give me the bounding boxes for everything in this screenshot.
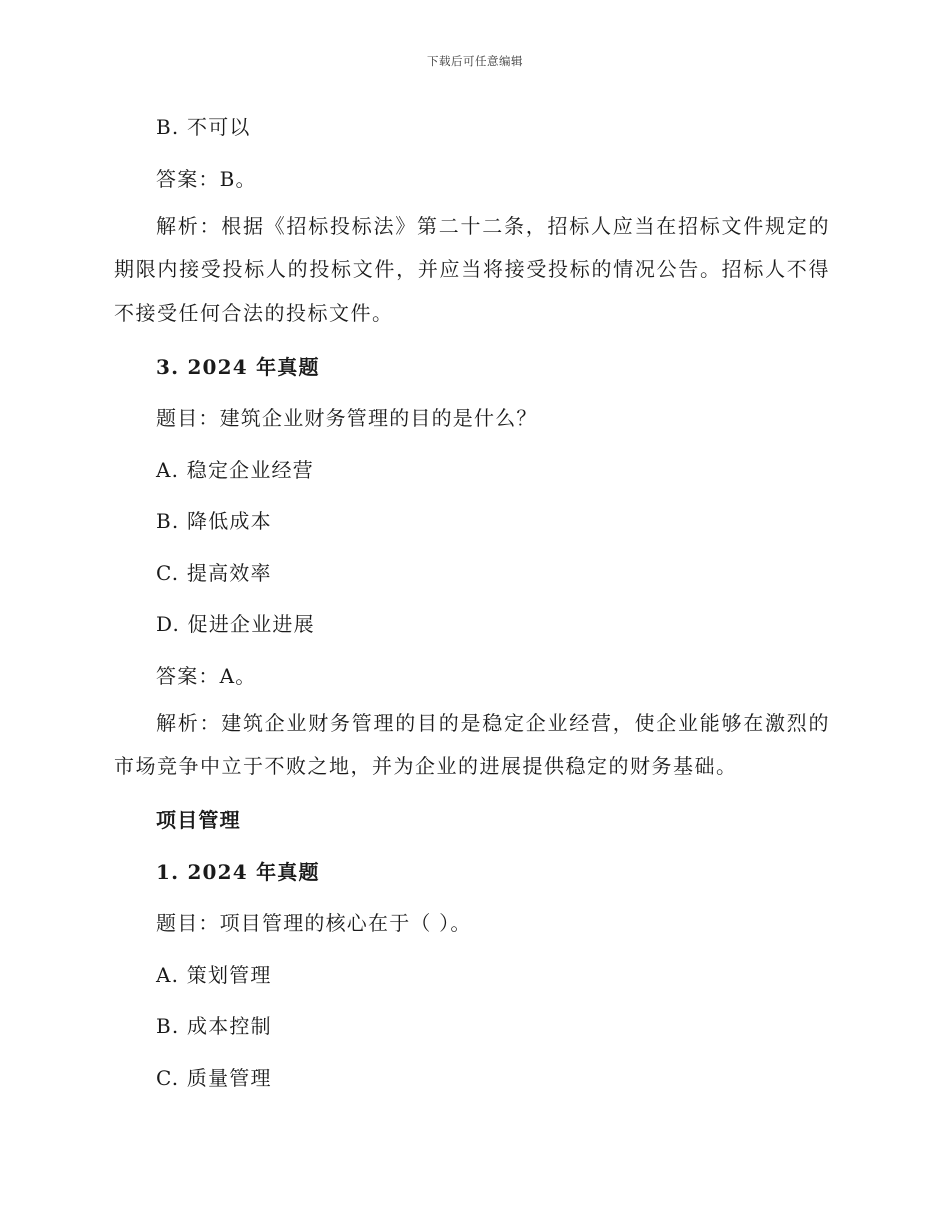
question-heading: 3. 2024 年真题 [156,354,320,379]
analysis-paragraph: 解析：根据《招标投标法》第二十二条，招标人应当在招标文件规定的期限内接受投标人的投标文件，并应当将接受投标的情况公告。招标人不得不接受任何合法的投标文件。 [114,213,830,325]
answer-line: 答案：A。 [156,663,257,688]
answer-line: 答案：B。 [156,166,257,191]
option-b-line: B. 成本控制 [156,1014,272,1038]
option-b-line: B. 降低成本 [156,509,272,533]
section-heading: 项目管理 [156,808,241,832]
option-c-line: C. 质量管理 [156,1065,272,1090]
option-d-line: D. 促进企业进展 [156,612,315,636]
question-text: 题目：项目管理的核心在于（ ）。 [156,911,472,935]
page-header: 下载后可任意编辑 [427,54,523,68]
option-b-line: B. 不可以 [156,115,251,139]
option-a-line: A. 稳定企业经营 [156,457,314,482]
question-heading: 1. 2024 年真题 [156,859,320,884]
option-c-line: C. 提高效率 [156,560,272,585]
question-text: 题目：建筑企业财务管理的目的是什么？ [156,406,538,430]
document-body [114,111,830,1094]
option-a-line: A. 策划管理 [156,962,272,987]
analysis-paragraph: 解析：建筑企业财务管理的目的是稳定企业经营，使企业能够在激烈的市场竞争中立于不败之地，并为企业的进展提供稳定的财务基础。 [114,710,830,778]
